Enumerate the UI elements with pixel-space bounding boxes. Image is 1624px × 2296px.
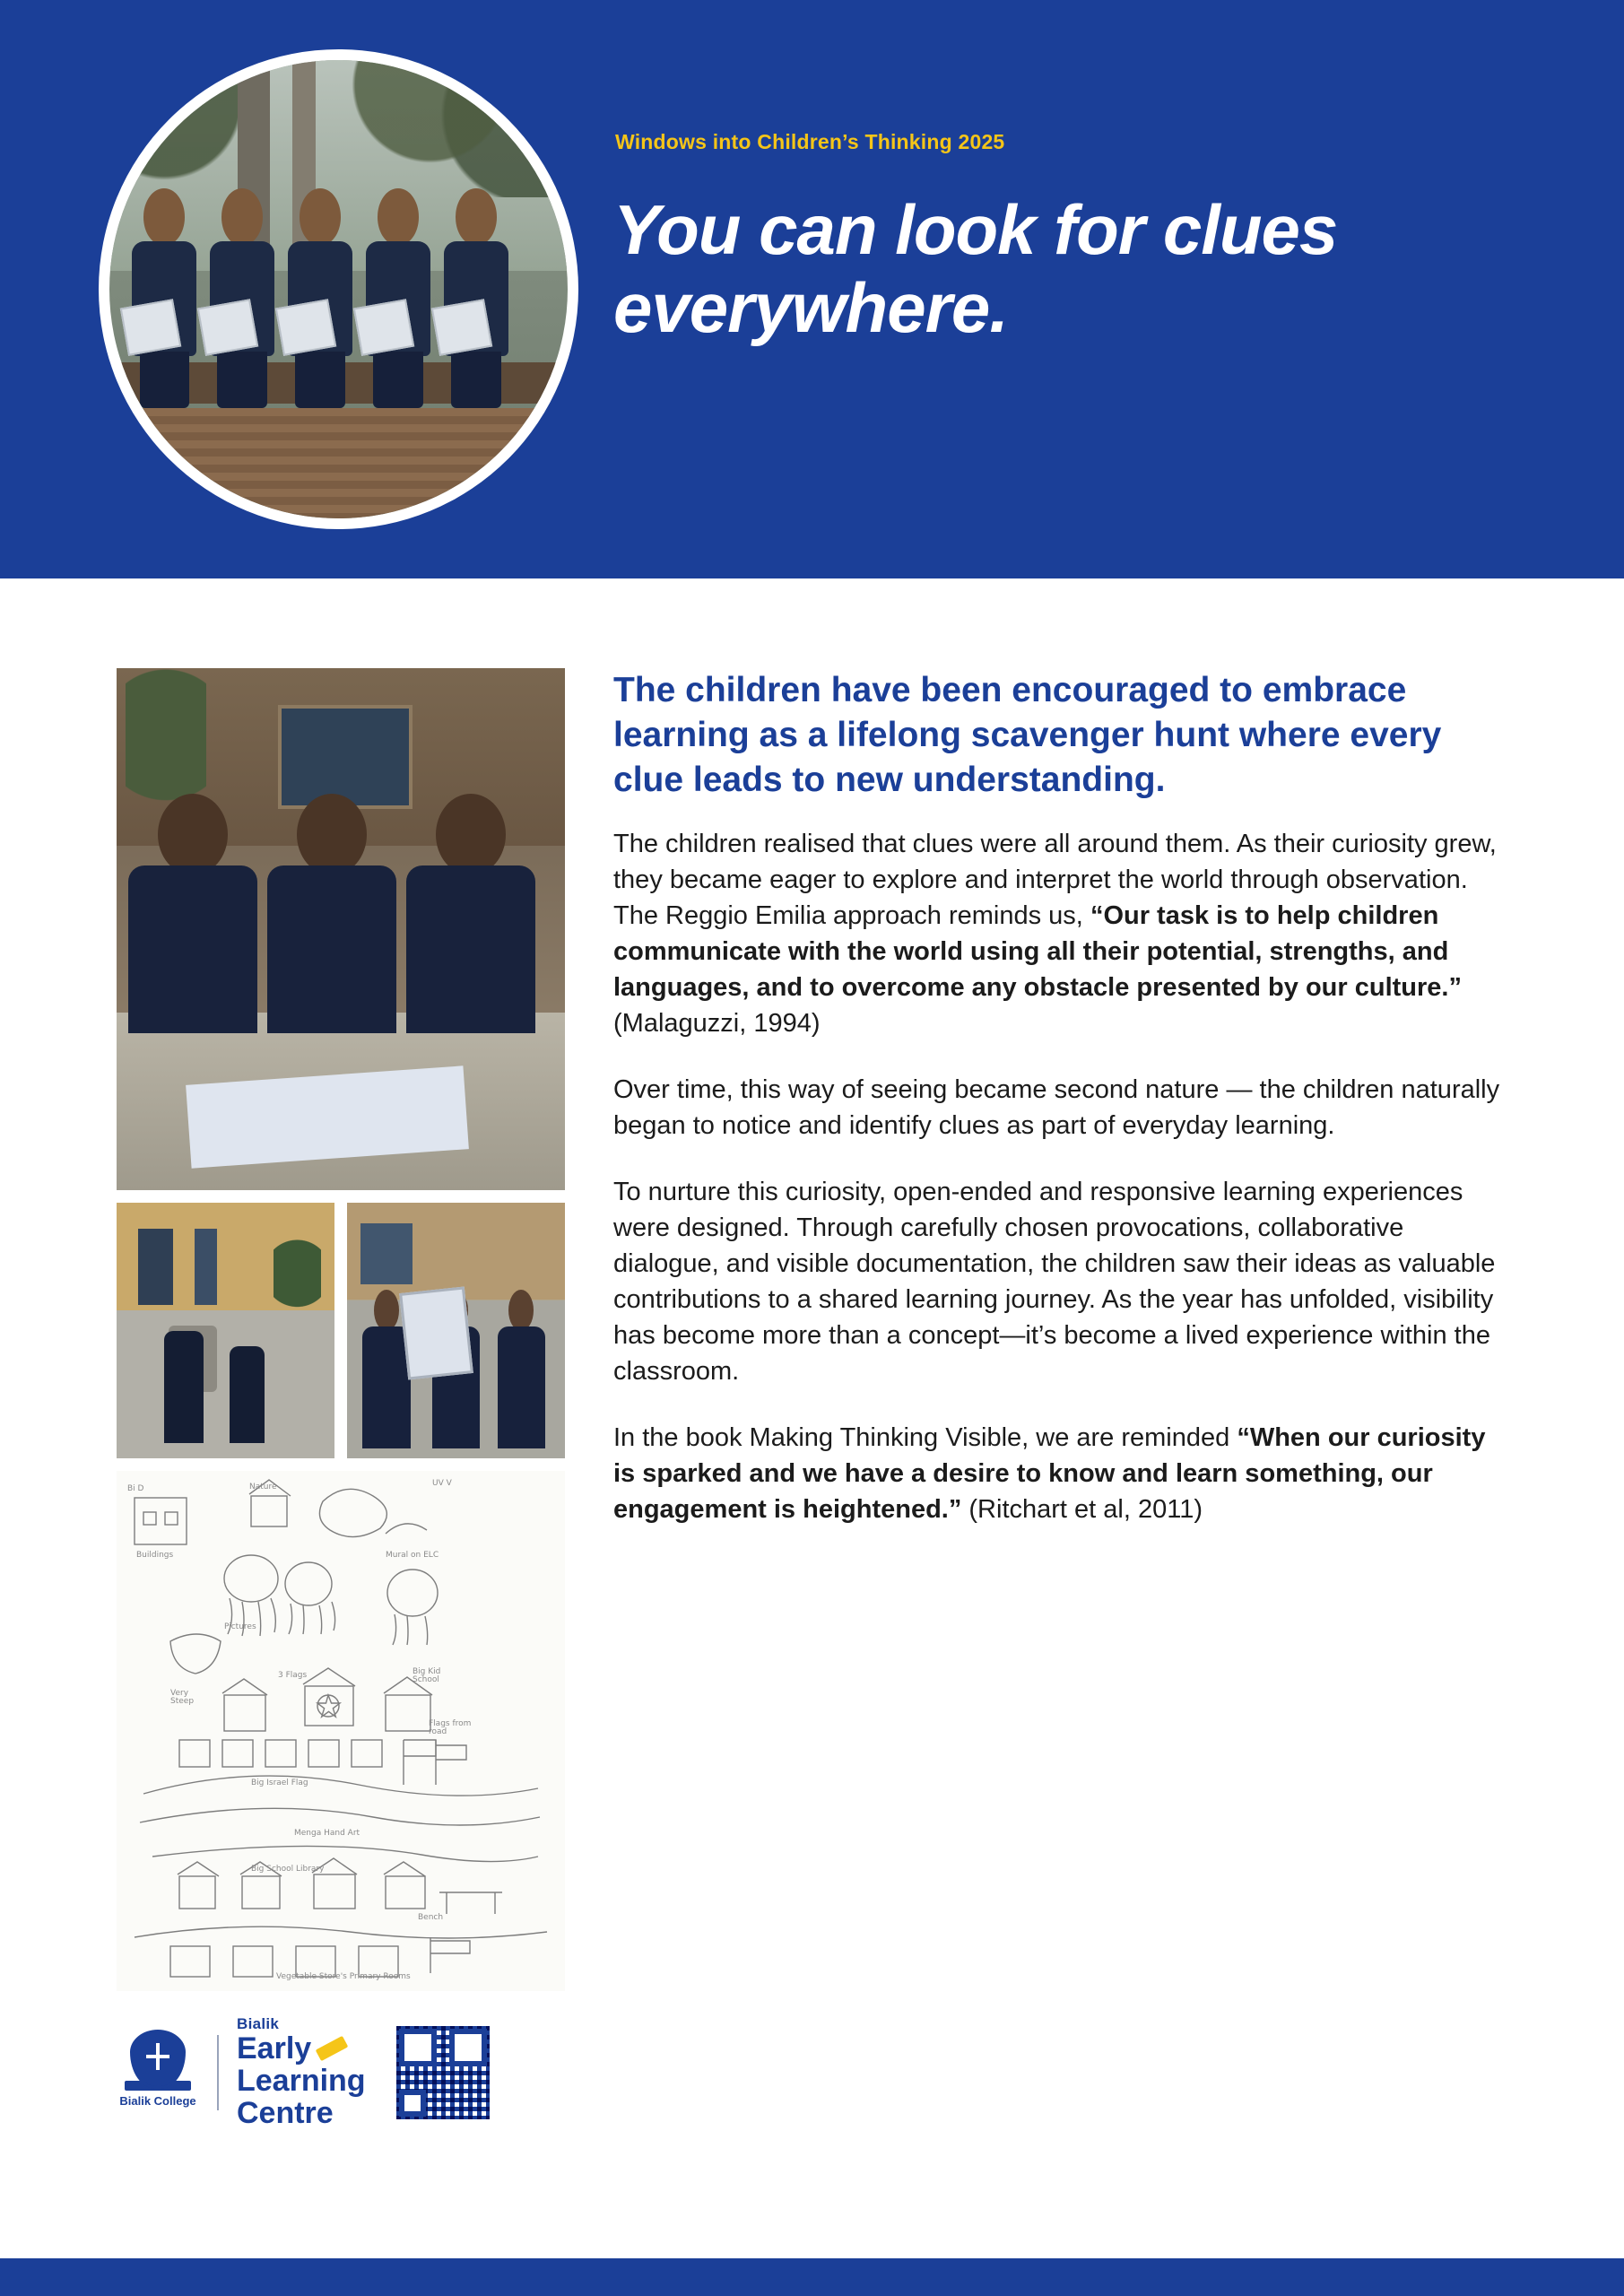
elc-logo xyxy=(237,2016,366,2129)
svg-text:Buildings: Buildings xyxy=(136,1551,174,1560)
elc-line-centre: Centre xyxy=(237,2096,334,2131)
body-paragraph-4 xyxy=(613,1420,1510,1527)
svg-text:Big Israel Flag: Big Israel Flag xyxy=(251,1779,308,1787)
logo-row xyxy=(117,2014,583,2131)
photo-pair-row xyxy=(117,1203,565,1458)
svg-text:VerySteep: Very Steep xyxy=(170,1689,195,1706)
quote-text: “Our task is to help children communicate with the world using all their potential, strengths, and languages, and to overcome any obstacle presented by our culture.” xyxy=(613,900,1462,1002)
body-paragraph-3 xyxy=(613,1174,1510,1389)
svg-text:Flags fromroad: Flags from road xyxy=(429,1719,472,1736)
pencil-icon xyxy=(316,2036,349,2061)
svg-text:Big KidSchool: Big Kid School xyxy=(413,1667,441,1684)
svg-text:Mural on ELC: Mural on ELC xyxy=(386,1551,439,1560)
logo-divider xyxy=(217,2035,219,2110)
qr-code-icon[interactable] xyxy=(396,2026,490,2119)
quote-text: “When our curiosity is sparked and we have a desire to know and learn something, our engagement is heightened.” xyxy=(613,1422,1486,1524)
svg-text:Bench: Bench xyxy=(418,1913,444,1922)
header-eyebrow: Windows into Children’s Thinking 2025 xyxy=(615,130,1005,153)
body-paragraphs xyxy=(613,826,1510,1527)
header-photo-circle xyxy=(99,49,578,529)
body-paragraph-1 xyxy=(613,826,1510,1041)
elc-line-learning: Learning xyxy=(237,2063,366,2098)
photo-children-with-clipboard xyxy=(347,1203,565,1458)
elc-line-bialik: Bialik xyxy=(237,2014,280,2032)
elc-line-early xyxy=(237,2032,366,2065)
svg-text:Pictures: Pictures xyxy=(224,1622,256,1631)
paragraph-text: In the book Making Thinking Visible, we are reminded xyxy=(613,1422,1238,1452)
photo-children-writing-at-table xyxy=(117,668,565,1190)
header-banner xyxy=(0,0,1624,578)
header-photo xyxy=(109,60,568,518)
svg-text:Vegetable Store's Primary Room: Vegetable Store's Primary Rooms xyxy=(276,1972,411,1981)
college-name-label: Bialik College xyxy=(119,2094,196,2108)
text-column xyxy=(613,668,1510,1558)
svg-text:UV V: UV V xyxy=(432,1479,452,1488)
svg-text:Bi D: Bi D xyxy=(127,1484,144,1493)
footer-bar xyxy=(0,2258,1624,2296)
paragraph-text: (Ritchart et al, 2011) xyxy=(961,1494,1203,1524)
photo-column xyxy=(117,668,565,2131)
page-title: You can look for clues everywhere. xyxy=(613,190,1338,348)
paragraph-text: (Malaguzzi, 1994) xyxy=(613,1008,821,1038)
paragraph-text: The children realised that clues were all around them. As their curiosity grew, they became eager to explore and interpret the world through observation. The Reggio Emilia approach reminds us, xyxy=(613,829,1497,930)
bialik-college-crest-icon xyxy=(117,2030,199,2116)
svg-text:Menga Hand Art: Menga Hand Art xyxy=(294,1829,360,1838)
photo-childrens-map-drawing xyxy=(117,1471,565,1991)
svg-text:Nature: Nature xyxy=(249,1483,277,1492)
body-paragraph-2 xyxy=(613,1072,1510,1144)
lede-paragraph: The children have been encouraged to embrace learning as a lifelong scavenger hunt where every clue leads to new understanding. xyxy=(613,671,1442,799)
svg-text:3 Flags: 3 Flags xyxy=(278,1671,308,1680)
elc-early-text: Early xyxy=(237,2031,312,2066)
photo-two-children-courtyard xyxy=(117,1203,334,1458)
svg-text:Big School Library: Big School Library xyxy=(251,1865,325,1874)
paragraph-text: Over time, this way of seeing became second nature — the children naturally began to notice and identify clues as part of everyday learning. xyxy=(613,1074,1500,1140)
paragraph-text: To nurture this curiosity, open-ended and responsive learning experiences were designed. Through carefully chosen provocations, collaborative dialogue, and visible documentation, the children saw their ideas as valuable contributions to a shared learning journey. As the year has unfolded, visibility has become more than a concept—it’s become a lived experience within the classroom. xyxy=(613,1177,1496,1386)
